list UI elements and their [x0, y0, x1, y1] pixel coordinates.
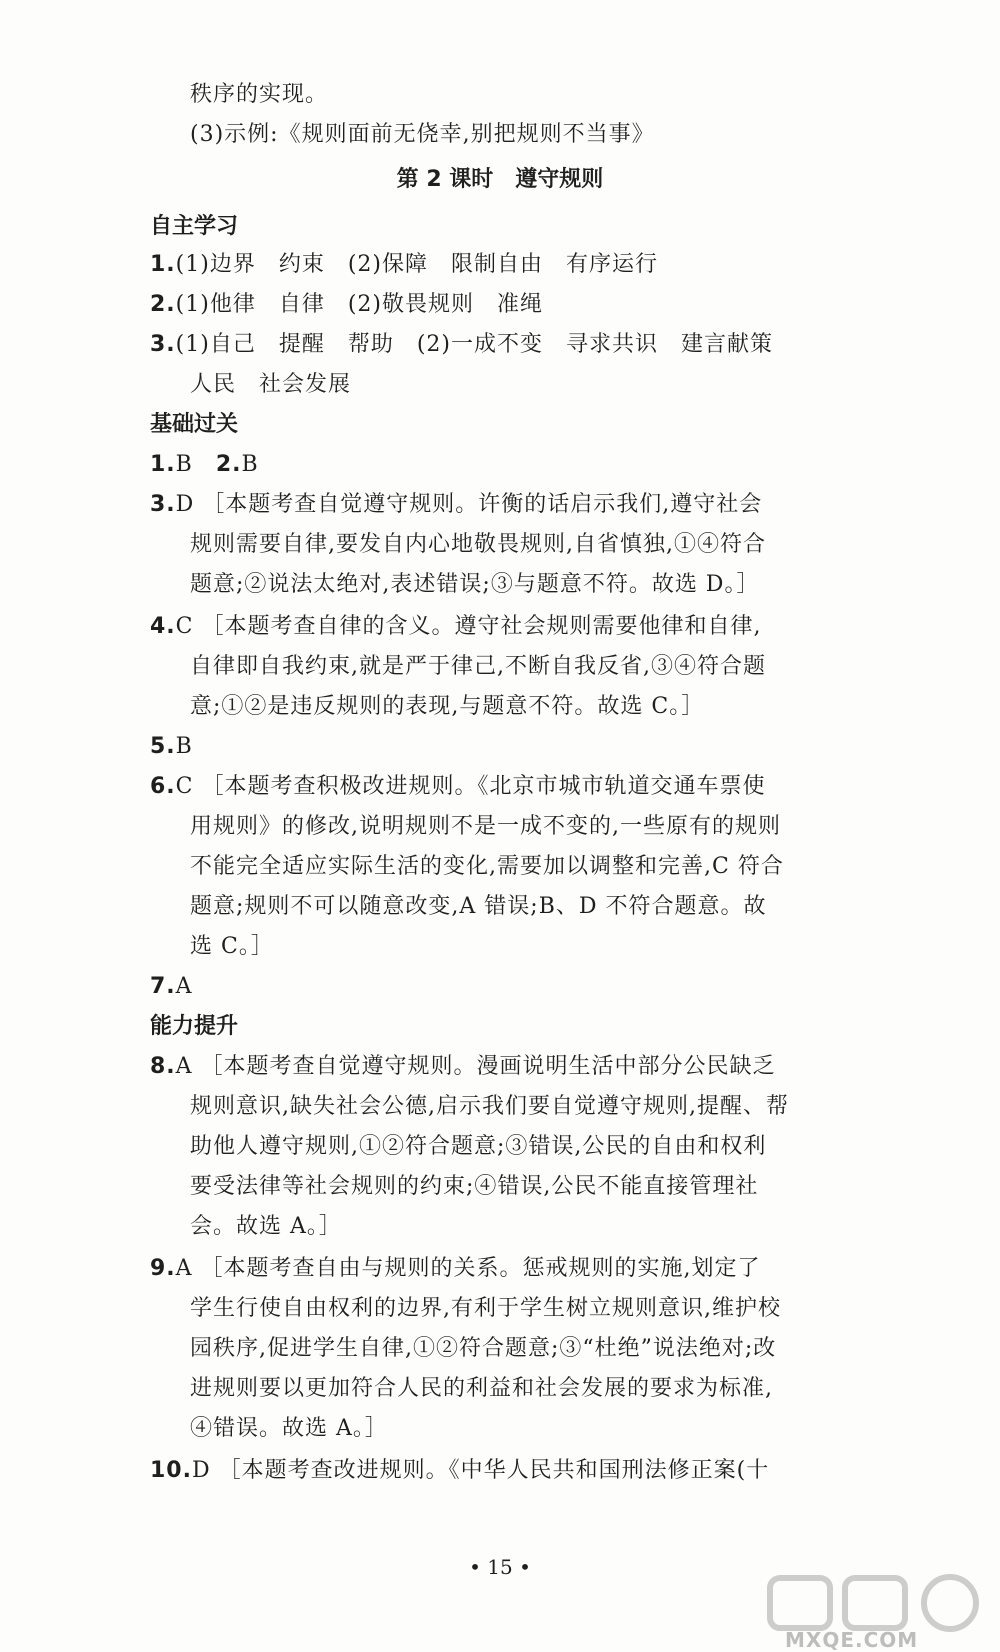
- section-heading-self-study: 自主学习: [150, 214, 239, 239]
- intro-line-2: (3)示例:《规则面前无侥幸,别把规则不当事》: [190, 122, 655, 147]
- answer-item: [150, 612, 762, 642]
- answer-continuation: 题意;②说法太绝对,表述错误;③与题意不符。故选 D。］: [190, 572, 760, 597]
- answer-continuation: 规则需要自律,要发自内心地敬畏规则,自省慎独,①④符合: [190, 532, 766, 557]
- answer-continuation: 不能完全适应实际生活的变化,需要加以调整和完善,C 符合: [190, 854, 784, 879]
- answer-continuation: 要受法律等社会规则的约束;④错误,公民不能直接管理社: [190, 1174, 759, 1199]
- watermark-text: MXQE.COM: [785, 1628, 919, 1652]
- question-number: 8.: [150, 1054, 176, 1079]
- question-number: 4.: [150, 614, 176, 639]
- answer-continuation: 助他人遵守规则,①②符合题意;③错误,公民的自由和权利: [190, 1134, 767, 1159]
- answer-continuation: 进规则要以更加符合人民的利益和社会发展的要求为标准,: [190, 1376, 773, 1401]
- answer-continuation: 规则意识,缺失社会公德,启示我们要自觉遵守规则,提醒、帮: [190, 1094, 789, 1119]
- answer-item: [150, 250, 658, 280]
- answer-text: (1)自己 提醒 帮助 (2)一成不变 寻求共识 建言献策: [175, 332, 773, 357]
- question-number: 2.: [215, 452, 242, 477]
- answer-item: [150, 1052, 776, 1082]
- answer-continuation: 园秩序,促进学生自律,①②符合题意;③“杜绝”说法绝对;改: [190, 1336, 777, 1361]
- answer-text: D ［本题考查改进规则。《中华人民共和国刑法修正案(十: [191, 1458, 770, 1483]
- lesson-title: 第 2 课时 遵守规则: [396, 167, 604, 192]
- answer-continuation: 用规则》的修改,说明规则不是一成不变的,一些原有的规则: [190, 814, 781, 839]
- question-number: 1.: [150, 452, 176, 477]
- question-number: 1.: [150, 252, 176, 277]
- answer-continuation: 意;①②是违反规则的表现,与题意不符。故选 C。］: [190, 694, 705, 719]
- intro-line-1: 秩序的实现。: [190, 82, 329, 107]
- section-heading-basic: 基础过关: [150, 412, 239, 437]
- answer-item: [150, 972, 193, 1002]
- question-number: 5.: [150, 734, 176, 759]
- answer-item: [150, 490, 762, 520]
- answer-item: [150, 1254, 761, 1284]
- answer-continuation: 选 C。］: [190, 934, 274, 959]
- answer-continuation: 会。故选 A。］: [190, 1214, 342, 1239]
- answer-continuation: 题意;规则不可以随意改变,A 错误;B、D 不符合题意。故: [190, 894, 767, 919]
- answer-text: D ［本题考查自觉遵守规则。许衡的话启示我们,遵守社会: [175, 492, 763, 517]
- question-number: 3.: [150, 332, 176, 357]
- question-number: 9.: [150, 1256, 176, 1281]
- answer-continuation: 自律即自我约束,就是严于律己,不断自我反省,③④符合题: [190, 654, 766, 679]
- question-number: 3.: [150, 492, 176, 517]
- answer-text: B: [175, 734, 193, 759]
- answer-text: (1)边界 约束 (2)保障 限制自由 有序运行: [175, 252, 658, 277]
- answer-continuation: ④错误。故选 A。］: [190, 1416, 388, 1441]
- answer-text: C ［本题考查自律的含义。遵守社会规则需要他律和自律,: [175, 614, 762, 639]
- answer-item: [150, 732, 193, 762]
- answer-item: [150, 772, 766, 802]
- answer-text: B: [241, 452, 259, 477]
- question-number: 7.: [150, 974, 176, 999]
- answer-item: [150, 290, 543, 320]
- question-number: 10.: [150, 1458, 192, 1483]
- answer-text: (1)他律 自律 (2)敬畏规则 准绳: [175, 292, 543, 317]
- answer-text: A ［本题考查自由与规则的关系。惩戒规则的实施,划定了: [175, 1256, 761, 1281]
- answer-item: [150, 1456, 769, 1486]
- section-heading-ability: 能力提升: [150, 1014, 239, 1039]
- answer-item: [150, 330, 773, 360]
- answer-text: C ［本题考查积极改进规则。《北京市城市轨道交通车票使: [175, 774, 766, 799]
- page-number: • 15 •: [469, 1555, 531, 1579]
- answer-continuation: 学生行使自由权利的边界,有利于学生树立规则意识,维护校: [190, 1296, 781, 1321]
- question-number: 2.: [150, 292, 176, 317]
- answer-continuation: 人民 社会发展: [190, 372, 352, 397]
- answer-text: B: [175, 452, 193, 477]
- question-number: 6.: [150, 774, 176, 799]
- answer-item: [150, 450, 259, 480]
- answer-text: A ［本题考查自觉遵守规则。漫画说明生活中部分公民缺乏: [175, 1054, 776, 1079]
- answer-text: A: [175, 974, 193, 999]
